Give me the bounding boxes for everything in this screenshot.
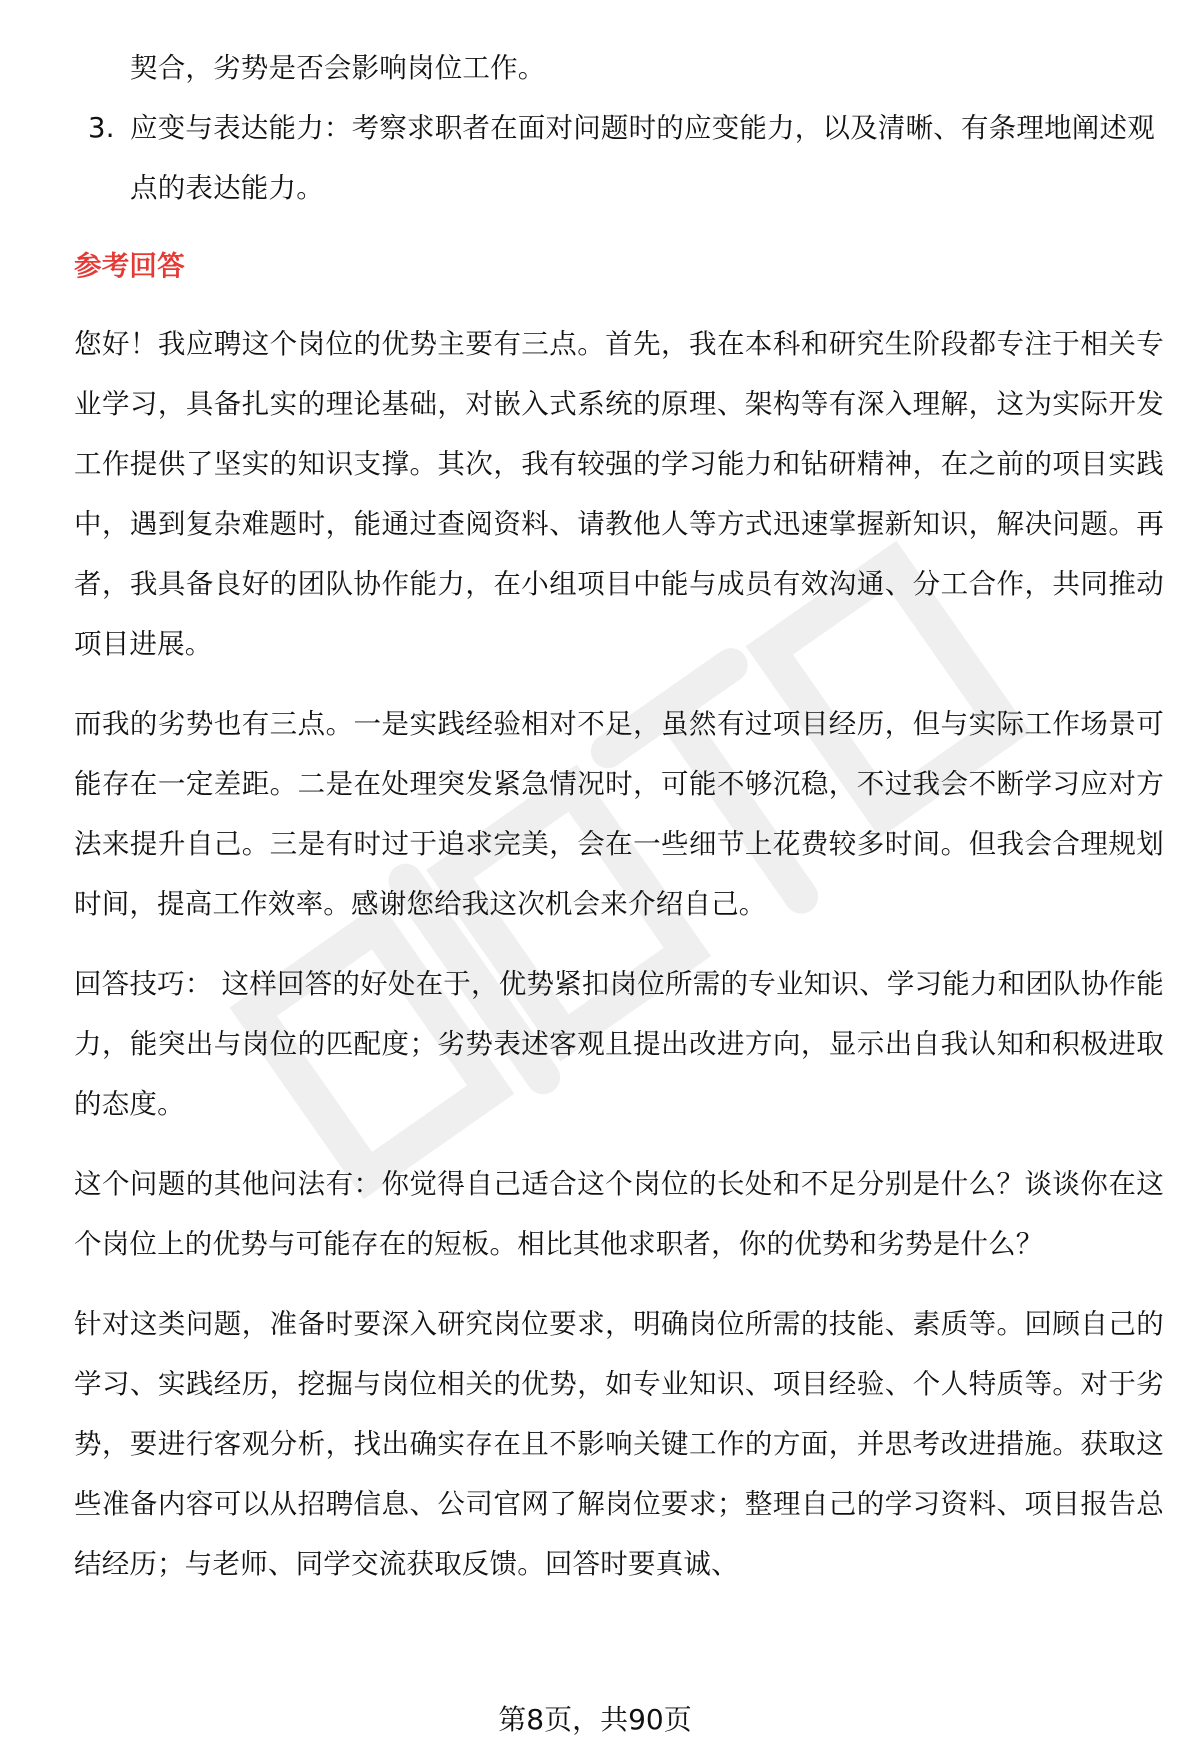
preparation-advice-paragraph: 针对这类问题，准备时要深入研究岗位要求，明确岗位所需的技能、素质等。回顾自己的学习、实践经历，挖掘与岗位相关的优势，如专业知识、项目经验、个人特质等。对于劣势，要进行客观分析，找出确实存在且不影响关键工作的方面，并思考改进措施。获取这些准备内容可以从招聘信息、公司官网了解岗位要求；整理自己的学习资料、项目报告总结经历；与老师、同学交流获取反馈。回答时要真诚、	[74, 1308, 1164, 1580]
answer-paragraph-strengths: 您好！我应聘这个岗位的优势主要有三点。首先，我在本科和研究生阶段都专注于相关专业学习，具备扎实的理论基础，对嵌入式系统的原理、架构等有深入理解，这为实际开发工作提供了坚实的知识支撑。其次，我有较强的学习能力和钻研精神，在之前的项目实践中，遇到复杂难题时，能通过查阅资料、请教他人等方式迅速掌握新知识，解决问题。再者，我具备良好的团队协作能力，在小组项目中能与成员有效沟通、分工合作，共同推动项目进展。	[74, 328, 1164, 660]
list-item-2-tail: 契合，劣势是否会影响岗位工作。	[130, 52, 546, 84]
list-number: 3.	[88, 112, 115, 144]
answer-tips-paragraph: 回答技巧： 这样回答的好处在于，优势紧扣岗位所需的专业知识、学习能力和团队协作能力，能突出与岗位的匹配度；劣势表述客观且提出改进方向，显示出自我认知和积极进取的态度。	[74, 968, 1164, 1120]
answer-paragraph-weaknesses: 而我的劣势也有三点。一是实践经验相对不足，虽然有过项目经历，但与实际工作场景可能存在一定差距。二是在处理突发紧急情况时，可能不够沉稳，不过我会不断学习应对方法来提升自己。三是有时过于追求完美，会在一些细节上花费较多时间。但我会合理规划时间，提高工作效率。感谢您给我这次机会来介绍自己。	[74, 708, 1164, 920]
alternative-questions-paragraph: 这个问题的其他问法有：你觉得自己适合这个岗位的长处和不足分别是什么？谈谈你在这个岗位上的优势与可能存在的短板。相比其他求职者，你的优势和劣势是什么？	[74, 1168, 1164, 1260]
document-body	[74, 0, 1164, 1614]
page-number-footer: 第8页，共90页	[498, 1703, 692, 1736]
list-continuation	[74, 38, 1164, 218]
section-title-reference-answer: 参考回答	[74, 250, 185, 282]
list-item-3	[74, 98, 1164, 218]
list-item-text: 应变与表达能力：考察求职者在面对问题时的应变能力，以及清晰、有条理地阐述观点的表达能力。	[130, 112, 1155, 204]
